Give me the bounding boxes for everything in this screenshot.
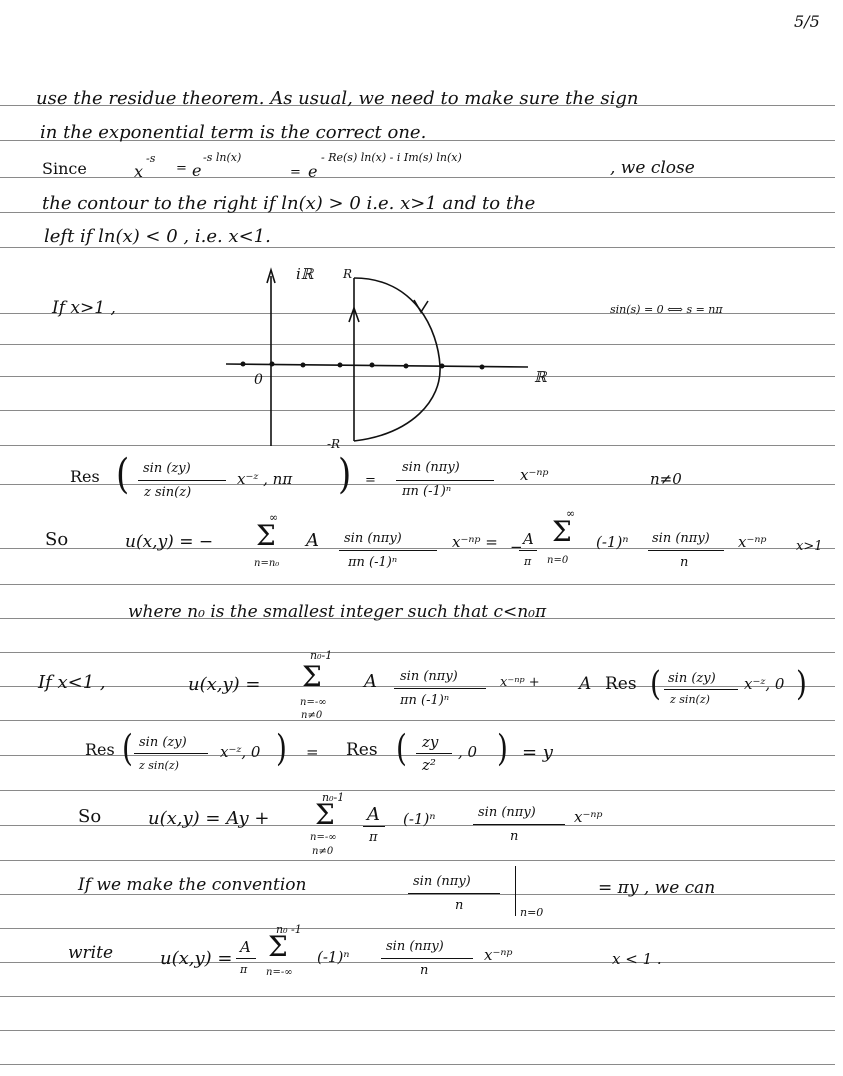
text-line: the contour to the right if ln(x) > 0 i.e. x>1 and to the <box>42 193 536 214</box>
where-line: where n₀ is the smallest integer such that c<n₀π <box>128 602 547 622</box>
pole-dot <box>404 364 409 369</box>
page-number: 5/5 <box>794 12 820 31</box>
text-line: in the exponential term is the correct one. <box>40 122 427 143</box>
evaluation-bar <box>515 866 516 916</box>
text-line: use the residue theorem. As usual, we need to make sure the sign <box>36 88 639 109</box>
imag-axis-label: iℝ <box>296 265 314 283</box>
pole-dot <box>440 364 445 369</box>
r-top-label: R <box>343 267 353 281</box>
real-axis-label: ℝ <box>534 368 547 386</box>
pole-dot <box>480 365 485 370</box>
pole-dot <box>338 363 343 368</box>
origin-label: 0 <box>254 372 263 388</box>
side-note: sin(s) = 0 ⟺ s = nπ <box>610 303 723 316</box>
case-label: If x>1 , <box>52 298 116 318</box>
text-line: left if ln(x) < 0 , i.e. x<1. <box>44 226 271 247</box>
notebook-page: 5/5 use the residue theorem. As usual, we need to make sure the sign in the exponential term is the correct one. Since x -s = e -s ln(x) = e - Re(s) ln(x) - i Im(s) ln(x) , we close the contour to the right if ln(x) > 0 i.e. x>1 and to the left if ln(x) < 0 , i.e. x<1. If x>1 , sin(s) = 0 ⟺ s = nπ iℝ ℝ 0 R -R Res ( sin (zy) z sin(z) x⁻ᶻ , nπ ) = sin (nπy) πn (-1)ⁿ x⁻ⁿᵖ n≠0 So u(x,y) = − ∞ Σ n=n₀ A sin (nπy) πn (-1)ⁿ x⁻ⁿᵖ = − A π ∞ Σ n=0 (-1)ⁿ sin (nπy) n x⁻ⁿᵖ x>1 where n₀ is the smallest integer such that c<n₀π If x<1 , u(x,y) = n₀-1 Σ n=-∞ n≠0 A sin (nπy) πn (-1)ⁿ x⁻ⁿᵖ + A Res ( sin (zy) z sin(z) x⁻ᶻ, 0 ) Res ( sin (zy) z sin(z) x⁻ᶻ, 0 ) = Res ( zy z² , 0 ) = y So u(x,y) = Ay + n₀-1 Σ n=-∞ n≠0 A π (-1)ⁿ sin (nπy) n x⁻ⁿᵖ If we make the convention sin (nπy) n n=0 = πy , we can write u(x,y) = A π n₀ -1 Σ n=-∞ (-1)ⁿ sin (nπy) n x⁻ⁿᵖ x < 1 . <box>0 0 843 1076</box>
pole-dot <box>241 362 246 367</box>
pole-dot <box>270 362 275 367</box>
pole-dot <box>370 363 375 368</box>
pole-dot <box>301 363 306 368</box>
r-bottom-label: -R <box>327 437 341 451</box>
